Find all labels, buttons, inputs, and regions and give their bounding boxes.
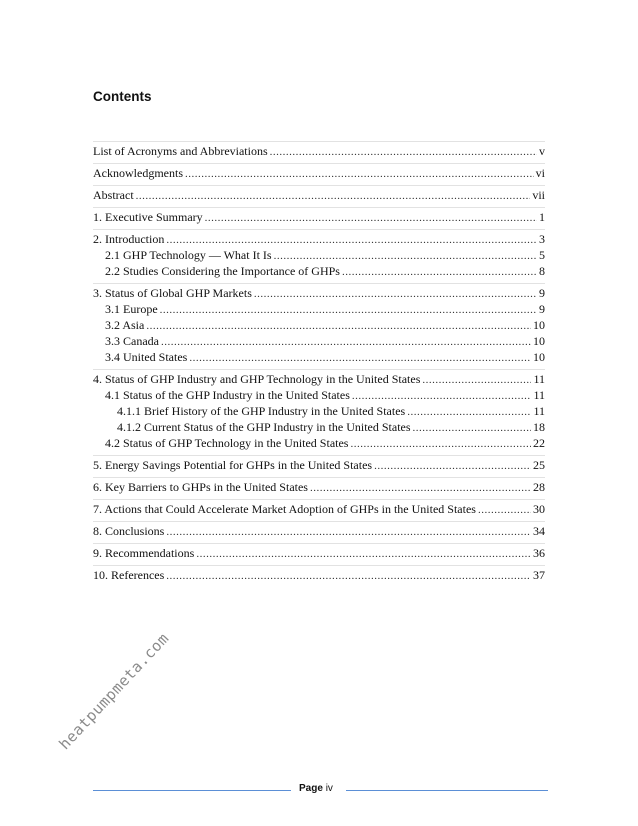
toc-leader-dots <box>196 547 531 562</box>
toc-separator <box>93 369 545 370</box>
toc-entry-page: vii <box>532 188 545 202</box>
toc-separator <box>93 163 545 164</box>
contents-heading: Contents <box>93 89 152 104</box>
toc-entry-title: 7. Actions that Could Accelerate Market Adoption of GHPs in the United States <box>93 502 476 516</box>
toc-entry-page: 9 <box>539 302 545 316</box>
toc-entry[interactable] <box>93 210 545 226</box>
toc-entry-page: 22 <box>533 436 545 450</box>
toc-entry-title: 2.2 Studies Considering the Importance of GHPs <box>105 264 340 278</box>
toc-entry-title: 6. Key Barriers to GHPs in the United States <box>93 480 308 494</box>
toc-entry-page: 25 <box>533 458 545 472</box>
toc-entry-page: 10 <box>533 350 545 364</box>
toc-entry-title: 5. Energy Savings Potential for GHPs in the United States <box>93 458 373 472</box>
page-number <box>299 783 333 794</box>
toc-entry-page: vi <box>535 166 545 180</box>
toc-leader-dots <box>478 503 531 518</box>
toc-leader-dots <box>166 233 537 248</box>
toc-entry-title: 4.1 Status of the GHP Industry in the United States <box>105 388 350 402</box>
toc-entry-page: 8 <box>539 264 545 278</box>
toc-entry[interactable] <box>93 546 545 562</box>
toc-leader-dots <box>189 351 531 366</box>
page-label: Page <box>299 783 323 794</box>
toc-entry-page: 3 <box>539 232 545 246</box>
toc-separator <box>93 207 545 208</box>
toc-separator <box>93 455 545 456</box>
toc-entry-title: 4.2 Status of GHP Technology in the United States <box>105 436 349 450</box>
toc-entry-title: 2.1 GHP Technology — What It Is <box>105 248 272 262</box>
toc-separator <box>93 565 545 566</box>
toc-entry-page: 18 <box>533 420 545 434</box>
toc-separator <box>93 283 545 284</box>
toc-leader-dots <box>352 389 532 404</box>
toc-entry-title: 8. Conclusions <box>93 524 165 538</box>
toc-leader-dots <box>407 405 531 420</box>
toc-entry-page: 11 <box>533 372 545 386</box>
toc-entry[interactable] <box>93 458 545 474</box>
toc-entry-title: Acknowledgments <box>93 166 183 180</box>
toc-entry[interactable] <box>93 350 545 366</box>
toc-entry-page: 10 <box>533 334 545 348</box>
toc-entry[interactable] <box>93 264 545 280</box>
toc-entry-page: 37 <box>533 568 545 582</box>
toc-entry[interactable] <box>93 286 545 302</box>
toc-leader-dots <box>270 145 537 160</box>
footer-rule-right <box>346 790 548 791</box>
toc-entry[interactable] <box>93 302 545 318</box>
toc-entry[interactable] <box>93 420 545 436</box>
toc-leader-dots <box>254 287 537 302</box>
toc-entry[interactable] <box>93 502 545 518</box>
footer-rule-left <box>93 790 291 791</box>
toc-leader-dots <box>160 303 537 318</box>
toc-leader-dots <box>274 249 537 264</box>
toc-entry[interactable] <box>93 388 545 404</box>
toc-entry-title: 3.1 Europe <box>105 302 158 316</box>
toc-leader-dots <box>166 569 531 584</box>
toc-entry-page: 11 <box>533 388 545 402</box>
toc-entry[interactable] <box>93 480 545 496</box>
toc-entry-title: 10. References <box>93 568 165 582</box>
toc-entry-title: List of Acronyms and Abbreviations <box>93 144 268 158</box>
toc-entry[interactable] <box>93 524 545 540</box>
watermark: heatpumpmeta.com <box>55 629 173 754</box>
toc-leader-dots <box>161 335 531 350</box>
toc-leader-dots <box>413 421 531 436</box>
toc-entry-page: 5 <box>539 248 545 262</box>
toc-separator <box>93 477 545 478</box>
toc-entry-title: 4.1.1 Brief History of the GHP Industry in the United States <box>117 404 406 418</box>
toc-separator <box>93 185 545 186</box>
toc-entry-page: 10 <box>533 318 545 332</box>
toc-entry-title: 3. Status of Global GHP Markets <box>93 286 252 300</box>
toc-leader-dots <box>350 437 531 452</box>
toc-entry-title: 3.4 United States <box>105 350 188 364</box>
toc-entry-page: 30 <box>533 502 545 516</box>
toc-entry-title: 3.3 Canada <box>105 334 159 348</box>
toc-entry-title: Abstract <box>93 188 134 202</box>
toc-entry-title: 4. Status of GHP Industry and GHP Technology in the United States <box>93 372 421 386</box>
toc-entry-title: 4.1.2 Current Status of the GHP Industry in the United States <box>117 420 411 434</box>
toc-leader-dots <box>136 189 531 204</box>
toc-leader-dots <box>146 319 531 334</box>
toc-entry-title: 2. Introduction <box>93 232 165 246</box>
toc-entry[interactable] <box>93 372 545 388</box>
toc-entry[interactable] <box>93 318 545 334</box>
toc-leader-dots <box>185 167 534 182</box>
toc-entry[interactable] <box>93 248 545 264</box>
toc-separator <box>93 543 545 544</box>
toc-separator <box>93 229 545 230</box>
toc-separator <box>93 499 545 500</box>
toc-leader-dots <box>310 481 531 496</box>
toc-entry-page: v <box>539 144 545 158</box>
toc-entry[interactable] <box>93 334 545 350</box>
toc-leader-dots <box>342 265 537 280</box>
toc-entry-title: 9. Recommendations <box>93 546 195 560</box>
toc-leader-dots <box>205 211 537 226</box>
toc-entry-title: 3.2 Asia <box>105 318 145 332</box>
toc-entry[interactable] <box>93 568 545 584</box>
toc-entry-page: 34 <box>533 524 545 538</box>
toc-entry[interactable] <box>93 188 545 204</box>
toc-entry[interactable] <box>93 166 545 182</box>
table-of-contents <box>93 138 545 584</box>
toc-entry[interactable] <box>93 144 545 160</box>
toc-separator <box>93 521 545 522</box>
toc-entry-page: 1 <box>539 210 545 224</box>
toc-leader-dots <box>422 373 531 388</box>
toc-entry-page: 36 <box>533 546 545 560</box>
toc-entry[interactable] <box>93 404 545 420</box>
toc-separator <box>93 141 545 142</box>
toc-entry-page: 9 <box>539 286 545 300</box>
toc-entry[interactable] <box>93 232 545 248</box>
page-number-value: iv <box>325 783 333 794</box>
toc-entry-title: 1. Executive Summary <box>93 210 203 224</box>
toc-leader-dots <box>166 525 531 540</box>
toc-entry-page: 11 <box>533 404 545 418</box>
toc-entry[interactable] <box>93 436 545 452</box>
toc-entry-page: 28 <box>533 480 545 494</box>
toc-leader-dots <box>374 459 531 474</box>
